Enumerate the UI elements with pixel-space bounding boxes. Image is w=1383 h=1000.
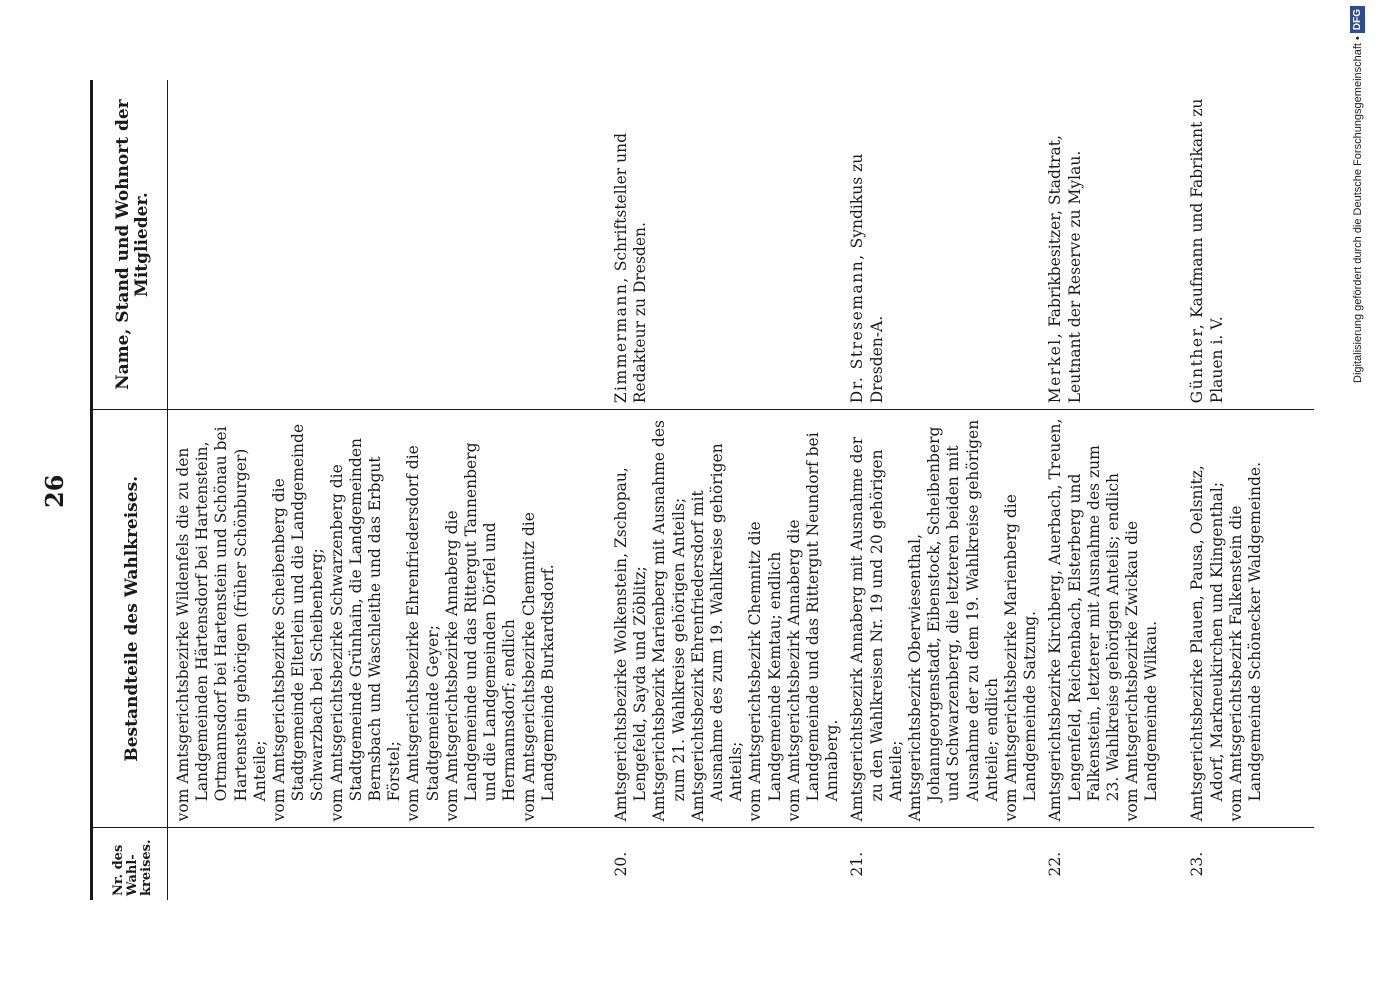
list-item: Amtsgerichtsbezirk Ehrenfriedersdorf mit Ausnahme des zum 19. Wahlkreise gehörigen Anteils;	[688, 443, 746, 822]
dfg-watermark	[1350, 0, 1365, 1000]
row-member	[606, 80, 842, 410]
member-surname: Merkel,	[1046, 331, 1065, 404]
list-item: vom Amtsgerichtsbezirke Marienberg die Landgemeinde Satzung.	[1002, 494, 1040, 822]
list-item: vom Amtsgerichtsbezirke Schwarzenberg die Stadtgemeinde Grünhain, die Landgemeinden Bernsbach und Waschleithe und das Erbgut Förstel;	[327, 438, 404, 822]
row-number: 22.	[1046, 851, 1065, 877]
watermark-text: Digitalisierung gefördert durch die Deutsche Forschungsgemeinschaft •	[1351, 36, 1364, 383]
table-row	[606, 80, 842, 900]
member-details: Syndikus zu Dresden-A.	[848, 153, 886, 404]
list-item: vom Amtsgerichtsbezirke Ehrenfriedersdorf die Stadtgemeinde Geyer;	[404, 445, 442, 822]
table-header-row	[92, 80, 168, 900]
list-item: Amtsgerichtsbezirk Oberwiesenthal, Johanngeorgenstadt, Eibenstock, Scheibenberg und Schwarzenberg, die letzteren beiden mit Ausnahme der zu dem 19. Wahlkreise gehörigen Anteile; endlich	[906, 419, 1001, 822]
list-item: Amtsgerichtsbezirke Kirchberg, Auerbach, Treuen, Lengenfeld, Reichenbach, Elsterberg und Falkenstein, letzterer mit Ausnahme des zum 23. Wahlkreise gehörigen Anteils; endlich	[1046, 418, 1123, 822]
list-item: vom Amtsgerichtsbezirke Wildenfels die zu den Landgemeinden Härtensdorf bei Hartenstein, Ortmannsdorf bei Hartenstein und Schönau bei Hartenstein gehörigen (früher Schönburger) Anteile;	[174, 426, 269, 822]
row-bestandteile	[168, 410, 607, 828]
list-item: vom Amtsgerichtsbezirke Annaberg die Landgemeinde und das Rittergut Tannenberg und die Landgemeinden Dörfel und Hermannsdorf; endlich	[442, 442, 519, 822]
member-details: Fabrikbesitzer, Stadtrat, Leutnant der Reserve zu Mylau.	[1046, 135, 1084, 404]
list-item: vom Amtsgerichtsbezirk Falkenstein die Landgemeinde Schönecker Waldgemeinde.	[1226, 462, 1265, 822]
member-surname: Günther,	[1188, 322, 1207, 404]
page-number: 26	[40, 474, 69, 508]
row-bestandteile	[606, 410, 842, 828]
electoral-districts-table	[90, 80, 1314, 900]
table-row	[168, 80, 607, 900]
list-item: vom Amtsgerichtsbezirk Annaberg die Landgemeinde und das Rittergut Neundorf bei Annaberg.	[784, 432, 842, 822]
row-number: 23.	[1188, 851, 1207, 877]
row-bestandteile	[842, 410, 1040, 828]
list-item: Amtsgerichtsbezirk Marienberg mit Ausnahme des zum 21. Wahlkreise gehörigen Anteils;	[650, 420, 688, 822]
row-bestandteile	[1182, 410, 1314, 828]
header-bestandteile: Bestandteile des Wahlkreises.	[92, 410, 168, 828]
row-member	[1040, 80, 1182, 410]
member-surname: Zimmermann,	[612, 276, 630, 404]
table-row	[842, 80, 1040, 900]
table-row	[1040, 80, 1182, 900]
table-row	[1182, 80, 1314, 900]
row-bestandteile	[1040, 410, 1182, 828]
list-item: Amtsgerichtsbezirke Plauen, Pausa, Oelsnitz, Adorf, Markneukirchen und Klingenthal;	[1188, 465, 1226, 822]
list-item: vom Amtsgerichtsbezirke Scheibenberg die Stadtgemeinde Elterlein und die Landgemeinde Schwarzbach bei Scheibenberg;	[270, 423, 327, 822]
list-item: Amtsgerichtsbezirke Wolkenstein, Zschopau, Lengefeld, Sayda und Zöblitz;	[612, 467, 650, 822]
row-number: 20.	[612, 851, 630, 877]
member-surname: Dr. Stresemann,	[848, 253, 867, 404]
row-number	[168, 828, 607, 900]
row-member	[1182, 80, 1314, 410]
list-item: vom Amtsgerichtsbezirke Zwickau die Landgemeinde Wilkau.	[1123, 520, 1161, 822]
list-item: Amtsgerichtsbezirk Annaberg mit Ausnahme der zu den Wahlkreisen Nr. 19 und 20 gehörigen Anteile;	[848, 436, 905, 822]
row-member	[168, 80, 607, 410]
dfg-logo: DFG	[1350, 6, 1365, 33]
member-details: Kaufmann und Fabrikant zu Plauen i. V.	[1188, 98, 1226, 404]
header-nr: Nr. des Wahl-kreises.	[92, 828, 168, 900]
member-details: Schriftsteller und Redakteur zu Dresden.	[612, 132, 650, 404]
list-item: vom Amtsgerichtsbezirk Chemnitz die Landgemeinde Kemtau; endlich	[746, 521, 784, 822]
row-member	[842, 80, 1040, 410]
list-item: vom Amtsgerichtsbezirke Chemnitz die Landgemeinde Burkardtsdorf.	[519, 512, 557, 822]
header-name: Name, Stand und Wohnort der Mitglieder.	[92, 80, 168, 410]
row-number: 21.	[848, 851, 867, 877]
